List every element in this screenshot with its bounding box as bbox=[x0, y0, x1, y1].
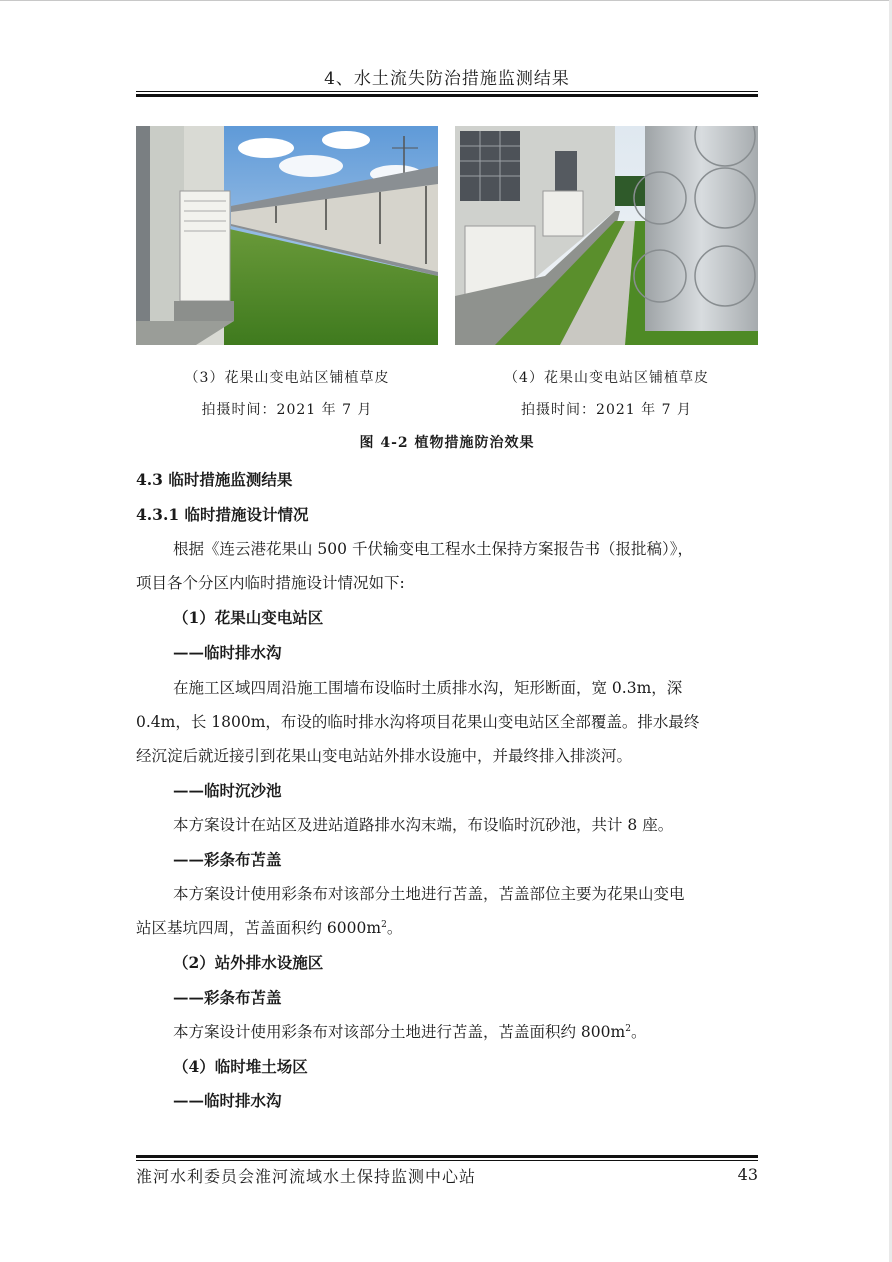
figure-date-4: 拍摄时间：2021 年 7 月 bbox=[521, 402, 692, 418]
photo-grass-beside-path bbox=[455, 126, 758, 345]
footer-rule-thick bbox=[136, 1155, 758, 1158]
subsection-heading: 4.3.1 临时措施设计情况 bbox=[136, 505, 309, 524]
intro-line-2: 项目各个分区内临时措施设计情况如下: bbox=[136, 574, 405, 592]
zone4-ditch-title: ——临时排水沟 bbox=[173, 1091, 282, 1110]
zone1-ditch-line-3: 经沉淀后就近接引到花果山变电站站外排水设施中，并最终排入排淡河。 bbox=[136, 747, 633, 765]
page-edge-top bbox=[0, 0, 892, 1]
zone2-cover-text-end: 。 bbox=[630, 1023, 647, 1041]
figure-caption-3: （3）花果山变电站区铺植草皮 bbox=[184, 370, 390, 386]
zone2-cover-title: ——彩条布苫盖 bbox=[173, 988, 282, 1007]
zone2-cover-sup: 2 bbox=[625, 1024, 631, 1034]
zone2-cover-text bbox=[173, 1020, 646, 1042]
page-number: 43 bbox=[737, 1165, 758, 1184]
section-heading: 4.3 临时措施监测结果 bbox=[136, 470, 293, 489]
zone1-cover-line-2-end: 。 bbox=[386, 919, 403, 937]
zone1-cover-title: ——彩条布苫盖 bbox=[173, 850, 282, 869]
zone2-cover-text-body: 本方案设计使用彩条布对该部分土地进行苫盖，苫盖面积约 800m bbox=[173, 1023, 626, 1041]
header-rule-thin bbox=[136, 91, 758, 92]
zone1-cover-line-2-text: 站区基坑四周，苫盖面积约 6000m bbox=[136, 919, 382, 937]
header-rule-thick bbox=[136, 94, 758, 97]
zone4-title: （4）临时堆土场区 bbox=[173, 1057, 308, 1076]
figure-caption-4: （4）花果山变电站区铺植草皮 bbox=[504, 370, 709, 386]
photo-grass-along-wall bbox=[136, 126, 438, 345]
figure-title: 图 4-2 植物措施防治效果 bbox=[359, 435, 535, 451]
zone1-pond-title: ——临时沉沙池 bbox=[173, 781, 282, 800]
footer-rule-thin bbox=[136, 1160, 758, 1161]
running-header: 4、水土流失防治措施监测结果 bbox=[324, 69, 570, 89]
footer-organization: 淮河水利委员会淮河流域水土保持监测中心站 bbox=[136, 1167, 477, 1186]
zone1-ditch-line-1: 在施工区域四周沿施工围墙布设临时土质排水沟，矩形断面，宽 0.3m，深 bbox=[173, 679, 683, 697]
zone1-pond-text: 本方案设计在站区及进站道路排水沟末端，布设临时沉砂池，共计 8 座。 bbox=[173, 816, 674, 834]
zone1-cover-line-2 bbox=[136, 916, 402, 938]
zone1-ditch-title: ——临时排水沟 bbox=[173, 643, 282, 662]
intro-line-1: 根据《连云港花果山 500 千伏输变电工程水土保持方案报告书（报批稿）》， bbox=[173, 540, 693, 558]
zone2-title: （2）站外排水设施区 bbox=[173, 953, 324, 972]
zone1-ditch-line-2: 0.4m，长 1800m，布设的临时排水沟将项目花果山变电站区全部覆盖。排水最终 bbox=[136, 713, 700, 731]
figure-date-3: 拍摄时间：2021 年 7 月 bbox=[201, 402, 373, 418]
zone1-cover-line-1: 本方案设计使用彩条布对该部分土地进行苫盖，苫盖部位主要为花果山变电 bbox=[173, 885, 685, 903]
zone1-title: （1）花果山变电站区 bbox=[173, 608, 324, 627]
zone1-cover-sup: 2 bbox=[381, 920, 387, 930]
